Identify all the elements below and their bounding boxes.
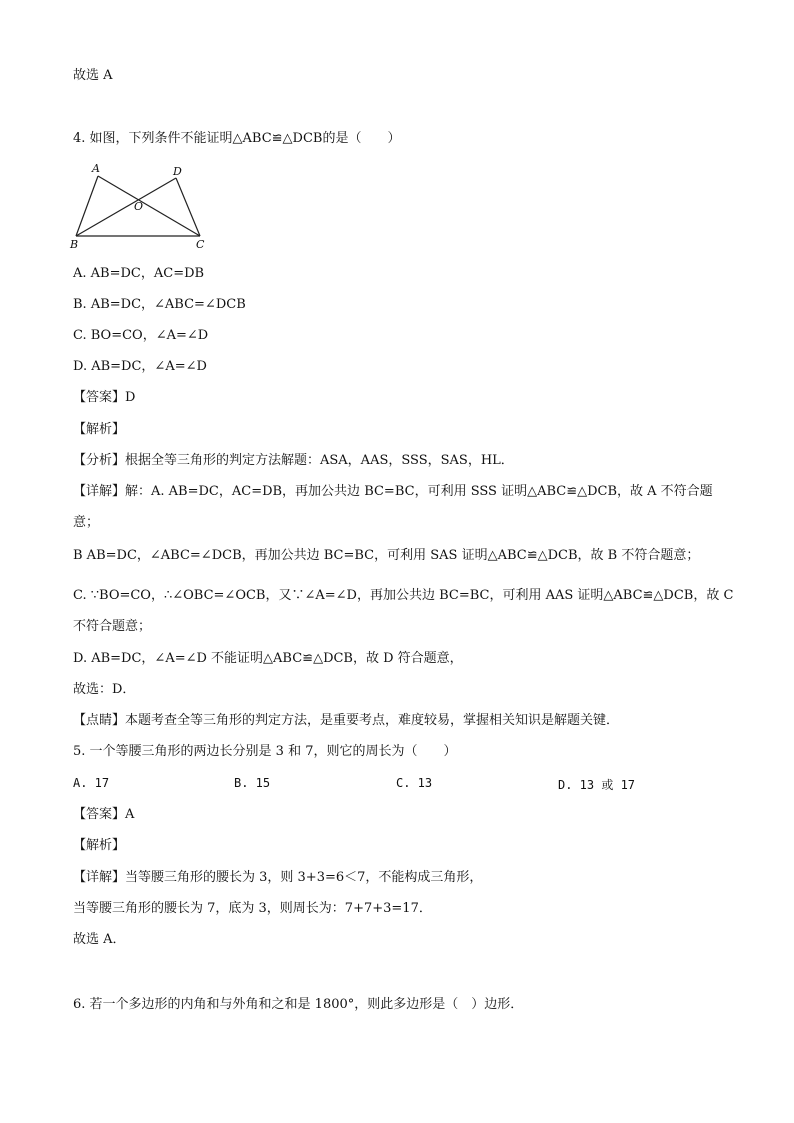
label-d: D bbox=[173, 165, 182, 178]
q5-option-d: D. 13 或 17 bbox=[558, 778, 636, 792]
analysis-label: 【解析】 bbox=[73, 422, 126, 437]
detail-text: 不符合题意； bbox=[73, 619, 152, 634]
label-o: O bbox=[134, 200, 144, 213]
option-a: A. AB=DC，AC=DB bbox=[73, 266, 205, 281]
detail-text: D. AB=DC，∠A=∠D 不能证明△ABC≌△DCB，故 D 符合题意， bbox=[73, 651, 463, 666]
answer-label: 【答案】D bbox=[73, 390, 136, 405]
analysis-label: 【解析】 bbox=[73, 838, 126, 853]
segment-cd bbox=[176, 178, 200, 236]
label-c: C bbox=[196, 238, 205, 251]
segment-ab bbox=[76, 176, 98, 236]
option-b: B. AB=DC，∠ABC=∠DCB bbox=[73, 297, 246, 312]
detail-text: 当等腰三角形的腰长为 7，底为 3，则周长为：7+7+3=17． bbox=[73, 901, 432, 916]
segment-ac bbox=[98, 176, 200, 236]
q5-option-b: B. 15 bbox=[234, 776, 271, 790]
q5-option-c: C. 13 bbox=[396, 776, 433, 790]
question-6-stem: 6. 若一个多边形的内角和与外角和之和是 1800°，则此多边形是（ ）边形． bbox=[73, 997, 524, 1012]
label-a: A bbox=[92, 162, 100, 175]
detail-text: B AB=DC，∠ABC=∠DCB，再加公共边 BC=BC，可利用 SAS 证明△ABC≌△DCB，故 B 不符合题意； bbox=[73, 548, 700, 563]
q5-option-a: A. 17 bbox=[73, 776, 110, 790]
answer-label: 【答案】A bbox=[73, 807, 135, 822]
triangle-figure bbox=[66, 160, 226, 252]
detail-text: 【详解】解：A. AB=DC，AC=DB，再加公共边 BC=BC，可利用 SSS 证明△ABC≌△DCB，故 A 不符合题 bbox=[73, 484, 713, 499]
detail-text: 故选 A． bbox=[73, 932, 126, 947]
segment-db bbox=[76, 178, 176, 236]
question-5-stem: 5. 一个等腰三角形的两边长分别是 3 和 7，则它的周长为（ ） bbox=[73, 744, 457, 759]
question-4-stem: 4. 如图，下列条件不能证明△ABC≌△DCB的是（ ） bbox=[73, 131, 401, 146]
detail-text: 故选：D． bbox=[73, 682, 136, 697]
detail-text: 意； bbox=[73, 515, 100, 530]
option-c: C. BO=CO，∠A=∠D bbox=[73, 328, 209, 343]
label-b: B bbox=[70, 238, 79, 251]
analysis-text: 【分析】根据全等三角形的判定方法解题：ASA，AAS，SSS，SAS，HL． bbox=[73, 453, 514, 468]
comment-text: 【点睛】本题考查全等三角形的判定方法，是重要考点，难度较易，掌握相关知识是解题关键． bbox=[73, 713, 620, 728]
detail-text: C. ∵BO=CO，∴∠OBC=∠OCB，又∵∠A=∠D，再加公共边 BC=BC，可利用 AAS 证明△ABC≌△DCB，故 C bbox=[73, 588, 734, 603]
option-d: D. AB=DC，∠A=∠D bbox=[73, 359, 207, 374]
detail-text: 【详解】当等腰三角形的腰长为 3，则 3+3=6＜7，不能构成三角形， bbox=[73, 870, 483, 885]
text-line: 故选 A bbox=[73, 68, 113, 83]
